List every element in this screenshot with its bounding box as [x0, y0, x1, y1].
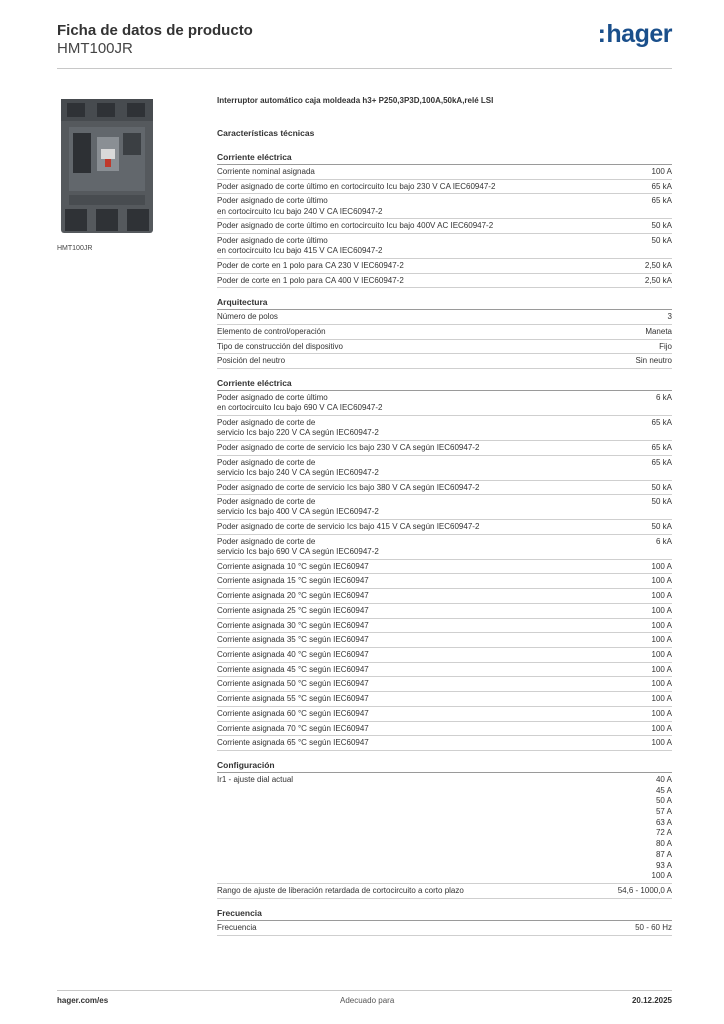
spec-row	[217, 495, 672, 520]
spec-row	[217, 560, 672, 575]
spec-value: 100 A	[651, 694, 672, 704]
spec-row	[217, 391, 672, 416]
footer-date: 20.12.2025	[631, 996, 672, 1005]
page-header	[57, 22, 672, 58]
spec-label: Poder asignado de corte último en cortocircuito Icu bajo 690 V CA IEC60947-2	[217, 393, 383, 413]
spec-group	[217, 152, 672, 288]
spec-group	[217, 378, 672, 751]
spec-row	[217, 619, 672, 634]
spec-value: 50 kA	[651, 221, 672, 231]
spec-value: Sin neutro	[635, 356, 672, 366]
spec-row	[217, 234, 672, 259]
spec-label: Posición del neutro	[217, 356, 286, 366]
spec-value: 50 kA	[651, 236, 672, 246]
spec-label: Poder de corte en 1 polo para CA 400 V IEC60947-2	[217, 275, 404, 285]
footer-divider	[57, 990, 672, 991]
product-description: Interruptor automático caja moldeada h3+ P250,3P3D,100A,50kA,relé LSI	[217, 96, 494, 105]
spec-label: Corriente asignada 50 °C según IEC60947	[217, 679, 369, 689]
spec-group	[217, 908, 672, 936]
spec-label: Poder de corte en 1 polo para CA 230 V IEC60947-2	[217, 260, 404, 270]
spec-row	[217, 325, 672, 340]
page-title: Ficha de datos de producto	[57, 22, 253, 39]
spec-row	[217, 921, 672, 936]
footer-suitable-for: Adecuado para	[340, 996, 395, 1005]
spec-value: 100 A	[651, 664, 672, 674]
spec-value: 65 kA	[651, 418, 672, 428]
spec-row	[217, 884, 672, 899]
spec-label: Corriente asignada 25 °C según IEC60947	[217, 605, 369, 615]
spec-label: Poder asignado de corte de servicio Ics bajo 380 V CA según IEC60947-2	[217, 482, 480, 492]
group-title: Corriente eléctrica	[217, 378, 672, 391]
logo-text: hager	[606, 20, 672, 48]
spec-value: 65 kA	[651, 442, 672, 452]
spec-label: Tipo de construcción del dispositivo	[217, 341, 343, 351]
spec-label: Rango de ajuste de liberación retardada de cortocircuito a corto plazo	[217, 886, 464, 896]
spec-row	[217, 416, 672, 441]
spec-value: 54,6 - 1000,0 A	[617, 886, 672, 896]
spec-row	[217, 604, 672, 619]
spec-label: Corriente asignada 10 °C según IEC60947	[217, 561, 369, 571]
spec-value: 65 kA	[651, 457, 672, 467]
footer-website[interactable]: hager.com/es	[57, 996, 109, 1005]
spec-value: 65 kA	[651, 196, 672, 206]
spec-value: 100 A	[651, 167, 672, 176]
spec-label: Corriente asignada 60 °C según IEC60947	[217, 708, 369, 718]
spec-label: Corriente asignada 15 °C según IEC60947	[217, 576, 369, 586]
spec-row	[217, 535, 672, 560]
spec-value: 100 A	[651, 723, 672, 733]
spec-row	[217, 648, 672, 663]
spec-value: 100 A	[651, 620, 672, 630]
spec-label: Corriente asignada 40 °C según IEC60947	[217, 650, 369, 659]
spec-label: Poder asignado de corte de servicio Ics bajo 400 V CA según IEC60947-2	[217, 497, 379, 517]
spec-value: 100 A	[651, 650, 672, 659]
spec-value: 100 A	[651, 561, 672, 571]
spec-label: Poder asignado de corte último en cortocircuito Icu bajo 230 V CA IEC60947-2	[217, 181, 496, 191]
spec-row	[217, 259, 672, 274]
spec-label: Corriente asignada 55 °C según IEC60947	[217, 694, 369, 704]
spec-label: Poder asignado de corte de servicio Ics bajo 230 V CA según IEC60947-2	[217, 442, 480, 452]
spec-label: Corriente asignada 70 °C según IEC60947	[217, 723, 369, 733]
group-title: Corriente eléctrica	[217, 152, 672, 165]
spec-row	[217, 736, 672, 751]
spec-value: 100 A	[651, 738, 672, 748]
spec-value: 100 A	[651, 576, 672, 586]
spec-value: 50 kA	[651, 497, 672, 507]
spec-row	[217, 677, 672, 692]
spec-row	[217, 194, 672, 219]
group-title: Frecuencia	[217, 908, 672, 921]
spec-value: 100 A	[651, 679, 672, 689]
spec-value: 50 kA	[651, 482, 672, 492]
spec-label: Poder asignado de corte último en cortocircuito Icu bajo 415 V CA IEC60947-2	[217, 236, 383, 256]
spec-label: Corriente nominal asignada	[217, 167, 315, 176]
spec-row	[217, 354, 672, 369]
spec-row	[217, 773, 672, 885]
spec-value: 3	[667, 312, 672, 322]
spec-value: Fijo	[659, 341, 672, 351]
spec-label: Elemento de control/operación	[217, 327, 326, 337]
spec-row	[217, 219, 672, 234]
spec-group	[217, 297, 672, 369]
spec-value: 6 kA	[655, 536, 672, 546]
spec-row	[217, 589, 672, 604]
spec-label: Corriente asignada 20 °C según IEC60947	[217, 591, 369, 601]
spec-value: 2,50 kA	[644, 260, 672, 270]
spec-value: 100 A	[651, 591, 672, 601]
spec-value: 40 A 45 A 50 A 57 A 63 A 72 A 80 A 87 A 93 A 100 A	[651, 774, 672, 881]
spec-row	[217, 310, 672, 325]
spec-label: Corriente asignada 35 °C según IEC60947	[217, 635, 369, 645]
spec-row	[217, 574, 672, 589]
spec-label: Poder asignado de corte último en cortocircuito Icu bajo 400V AC IEC60947-2	[217, 221, 494, 231]
spec-group	[217, 760, 672, 899]
spec-label: Poder asignado de corte último en cortocircuito Icu bajo 240 V CA IEC60947-2	[217, 196, 383, 216]
section-heading: Características técnicas	[217, 128, 315, 138]
group-title: Arquitectura	[217, 297, 672, 310]
spec-label: Frecuencia	[217, 923, 257, 933]
group-title: Configuración	[217, 760, 672, 773]
spec-row	[217, 692, 672, 707]
spec-label: Poder asignado de corte de servicio Ics bajo 220 V CA según IEC60947-2	[217, 418, 379, 438]
spec-row	[217, 481, 672, 496]
spec-label: Poder asignado de corte de servicio Ics bajo 690 V CA según IEC60947-2	[217, 536, 379, 557]
spec-value: 2,50 kA	[644, 275, 672, 285]
spec-row	[217, 274, 672, 289]
spec-value: 100 A	[651, 605, 672, 615]
spec-label: Poder asignado de corte de servicio Ics bajo 240 V CA según IEC60947-2	[217, 457, 379, 477]
spec-row	[217, 441, 672, 456]
spec-row	[217, 340, 672, 355]
spec-row	[217, 165, 672, 180]
spec-row	[217, 456, 672, 481]
spec-label: Número de polos	[217, 312, 278, 322]
breaker-product-image	[57, 97, 157, 235]
spec-label: Corriente asignada 65 °C según IEC60947	[217, 738, 369, 748]
spec-value: 100 A	[651, 635, 672, 645]
spec-label: Poder asignado de corte de servicio Ics bajo 415 V CA según IEC60947-2	[217, 522, 480, 532]
spec-row	[217, 633, 672, 648]
spec-content	[217, 96, 672, 945]
spec-row	[217, 520, 672, 535]
header-divider	[57, 68, 672, 69]
spec-row	[217, 707, 672, 722]
logo-prefix: :	[597, 20, 606, 48]
spec-row	[217, 663, 672, 678]
product-code: HMT100JR	[57, 40, 133, 57]
hager-logo	[598, 20, 672, 49]
spec-value: 50 - 60 Hz	[635, 923, 672, 933]
spec-groups	[217, 152, 672, 936]
spec-label: Corriente asignada 30 °C según IEC60947	[217, 620, 369, 630]
image-caption: HMT100JR	[57, 245, 93, 252]
spec-value: 50 kA	[651, 522, 672, 532]
spec-value: 65 kA	[651, 181, 672, 191]
spec-row	[217, 722, 672, 737]
spec-label: Ir1 - ajuste dial actual	[217, 774, 294, 784]
spec-value: 100 A	[651, 708, 672, 718]
spec-label: Corriente asignada 45 °C según IEC60947	[217, 664, 369, 674]
spec-row	[217, 180, 672, 195]
spec-value: Maneta	[645, 327, 672, 337]
spec-value: 6 kA	[655, 393, 672, 403]
